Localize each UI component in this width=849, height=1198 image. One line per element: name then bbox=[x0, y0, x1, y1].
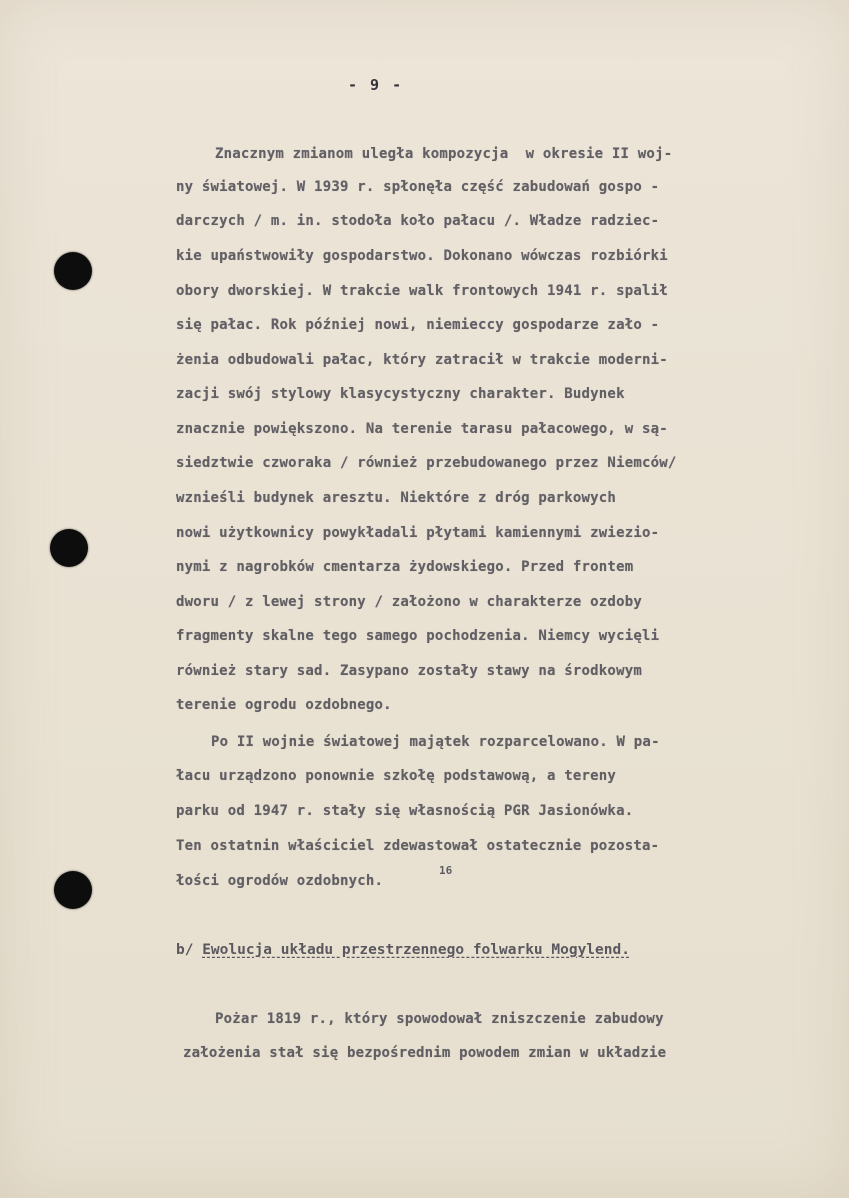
text-line: fragmenty skalne tego samego pochodzenia. Niemcy wycięli bbox=[176, 628, 660, 644]
text-line: darczych / m. in. stodoła koło pałacu /. Władze radziec- bbox=[176, 213, 660, 229]
text-line: założenia stał się bezpośrednim powodem zmian w układzie bbox=[183, 1045, 667, 1061]
text-line: Ten ostatnin właściciel zdewastował ostatecznie pozosta- bbox=[176, 838, 660, 854]
text-line: parku od 1947 r. stały się własnością PGR Jasionówka. bbox=[176, 803, 634, 819]
text-line: nymi z nagrobków cmentarza żydowskiego. Przed frontem bbox=[176, 559, 634, 575]
text-line: dworu / z lewej strony / założono w charakterze ozdoby bbox=[176, 594, 642, 610]
section-heading-text: Ewolucja układu przestrzennego folwarku Mogylend. bbox=[202, 942, 630, 958]
text-line: terenie ogrodu ozdobnego. bbox=[176, 697, 392, 713]
punch-hole bbox=[50, 529, 88, 567]
text-line: wznieśli budynek aresztu. Niektóre z dróg parkowych bbox=[176, 490, 617, 506]
text-line: łości ogrodów ozdobnych. bbox=[176, 873, 384, 889]
text-line: również stary sad. Zasypano zostały stawy na środkowym bbox=[176, 663, 642, 679]
text-line: Po II wojnie światowej majątek rozparcelowano. W pa- bbox=[211, 734, 660, 750]
text-line: nowi użytkownicy powykładali płytami kamiennymi zwiezio- bbox=[176, 525, 660, 541]
text-line: siedztwie czworaka / również przebudowanego przez Niemców/ bbox=[176, 455, 677, 471]
text-line: łacu urządzono ponownie szkołę podstawową, a tereny bbox=[176, 768, 617, 784]
footnote-reference: 16 bbox=[439, 864, 453, 877]
text-line: zacji swój stylowy klasycystyczny charakter. Budynek bbox=[176, 386, 625, 402]
text-line: się pałac. Rok później nowi, niemieccy gospodarze zało - bbox=[176, 317, 660, 333]
text-line: Znacznym zmianom uległa kompozycja w okresie II woj- bbox=[215, 146, 673, 162]
punch-hole bbox=[54, 252, 92, 290]
text-line: Pożar 1819 r., który spowodował zniszczenie zabudowy bbox=[215, 1011, 664, 1027]
text-line: żenia odbudowali pałac, który zatracił w trakcie moderni- bbox=[176, 352, 668, 368]
text-line: znacznie powiększono. Na terenie tarasu pałacowego, w są- bbox=[176, 421, 668, 437]
section-heading-prefix: b/ bbox=[176, 942, 203, 958]
text-line: kie upaństwowiły gospodarstwo. Dokonano wówczas rozbiórki bbox=[176, 248, 668, 264]
section-heading bbox=[176, 942, 630, 958]
text-line: obory dworskiej. W trakcie walk frontowych 1941 r. spalił bbox=[176, 283, 668, 299]
punch-hole bbox=[54, 871, 92, 909]
text-line: ny światowej. W 1939 r. spłonęła część zabudowań gospo - bbox=[176, 179, 660, 195]
page-number: - 9 - bbox=[348, 76, 404, 94]
